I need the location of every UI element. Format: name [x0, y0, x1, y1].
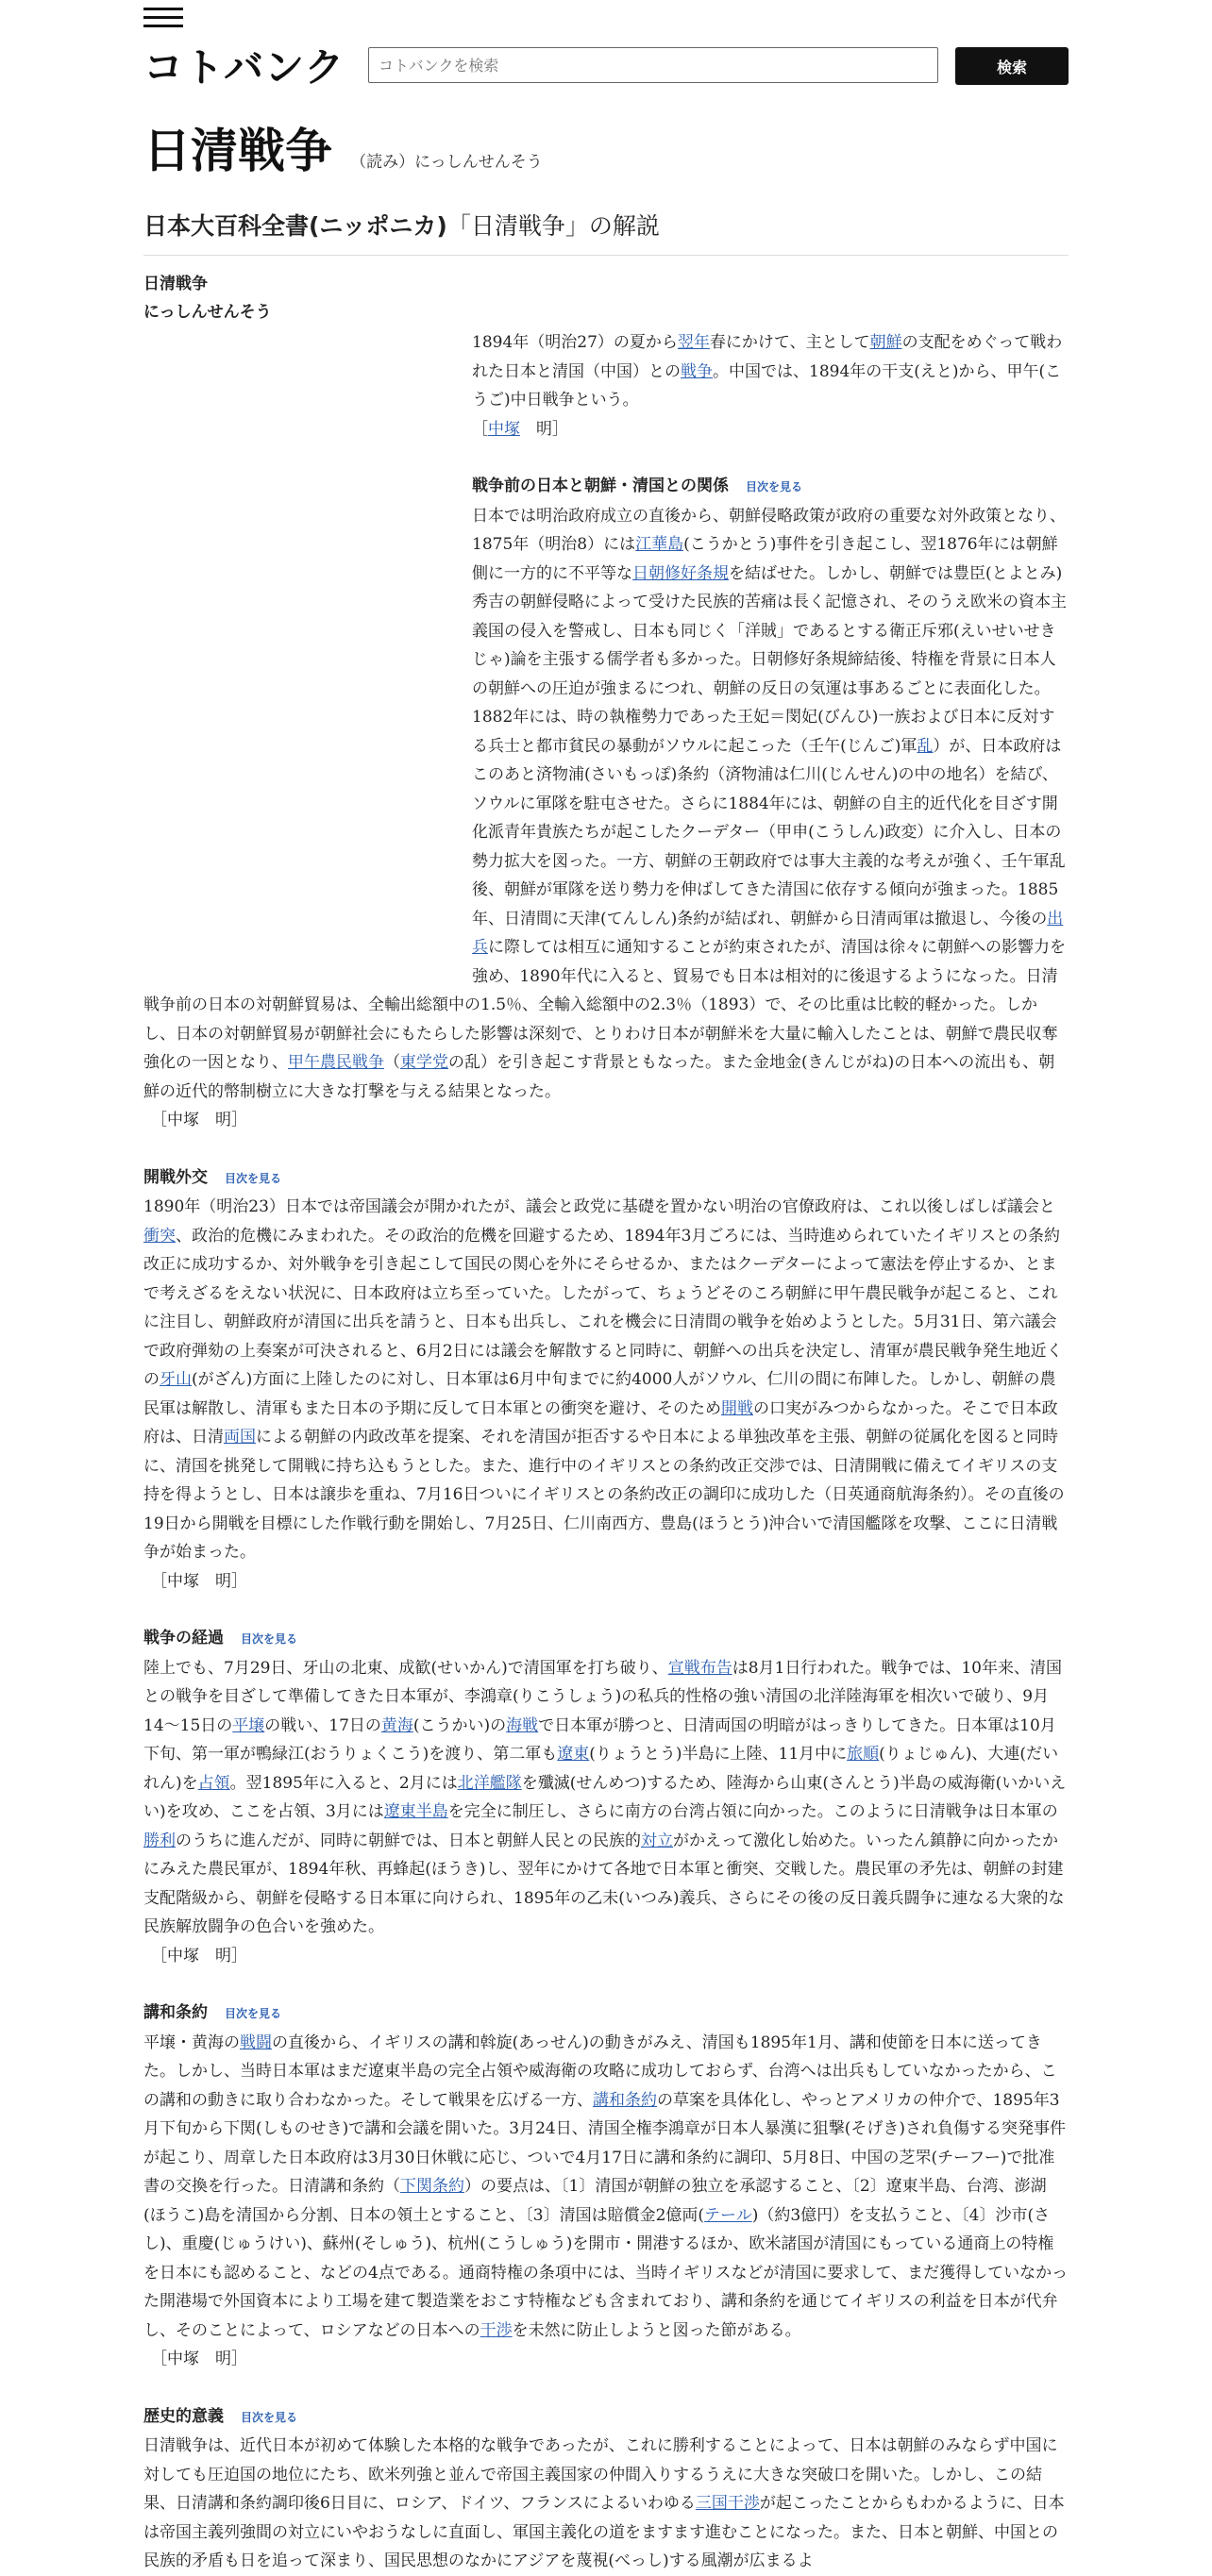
keyword-link[interactable]: 日朝修好条規: [632, 563, 729, 583]
section-paragraph: [143, 1654, 1069, 1942]
keyword-link[interactable]: 旅順: [847, 1745, 880, 1764]
text-run: の支配をめぐって戦われた日本と清国（中国）との: [472, 333, 1063, 381]
text-run: の口実がみつからなかった。そこで日本政府は、日清: [143, 1398, 1058, 1447]
keyword-link[interactable]: 平壌: [232, 1715, 265, 1735]
author-link[interactable]: 中塚: [488, 419, 520, 439]
section-author: ［中塚 明］: [151, 2350, 247, 2368]
text-run: （: [384, 1053, 400, 1072]
keyword-link[interactable]: 北洋艦隊: [457, 1773, 522, 1793]
text-run: の乱）を引き起こす背景ともなった。また金地金(きんじがね)の日本への流出も、朝鮮の近代的幣制樹立に大きな打撃を与える結果となった。: [143, 1053, 1055, 1101]
text-run: 春にかけて、主として: [709, 333, 870, 352]
source-heading: [143, 208, 1069, 256]
menu-icon[interactable]: [143, 8, 183, 28]
text-run: ）が、日本政府はこのあと済物浦(さいもっぽ)条約（済物浦は仁川(じんせん)の中の地名）を結び、ソウルに軍隊を駐屯させた。さらに1884年には、朝鮮の自主的近代化を目ざす開化派青年貴族たちが起こしたクーデター（甲申(こうしん)政変）に介入し、日本の勢力拡大を図った。一方、朝鮮の王朝政府では事大主義的な考えが強く、壬午軍乱後、朝鮮が軍隊を送り勢力を伸ばしてきた清国に依存する傾向が強まった。1885年、日清間に天津(てんしん)条約が結ばれ、朝鮮から日清両軍は撤退し、今後の: [472, 736, 1066, 928]
toc-link[interactable]: 目次を見る: [225, 2007, 282, 2020]
text-run: (こうかとう)事件を引き起こし、翌1876年には朝鮮側に一方的に不平等な: [472, 535, 1058, 583]
text-run: 1894年（明治27）の夏から: [472, 333, 678, 352]
source-suffix: 「日清戦争」の解説: [446, 212, 660, 240]
keyword-link[interactable]: 占領: [197, 1773, 230, 1793]
text-run: (こうかい)の: [412, 1715, 507, 1735]
keyword-link[interactable]: 江華島: [635, 535, 684, 554]
author-rest: 明］: [520, 419, 568, 439]
keyword-link[interactable]: 勝利: [143, 1831, 176, 1850]
section-heading: [143, 2402, 1069, 2433]
author-bracket-open: ［: [472, 419, 488, 439]
keyword-link[interactable]: 下関条約: [400, 2177, 464, 2196]
text-run: 1890年（明治23）日本では帝国議会が開かれたが、議会と政党に基礎を置かない明治の官僚政府は、これ以後しばしば議会と: [143, 1197, 1055, 1216]
section-heading: [143, 1624, 1069, 1654]
text-run: 。翌1895年に入ると、2月には: [229, 1773, 458, 1793]
toc-link[interactable]: 目次を見る: [225, 1171, 282, 1185]
text-run: による朝鮮の内政改革を提案、それを清国が拒否するや日本による単独改革を主張、朝鮮の従属化を図ると同時に、清国を挑発して開戦に持ち込もうとした。また、進行中のイギリスとの条約改正交渉では、日清開戦に備えてイギリスの支持を得ようとし、日本は譲歩を重ね、7月16日ついにイギリスとの条約改正の調印に成功した（日英通商航海条約）。その直後の19日から開戦を目標にした作戦行動を開始し、7月25日、仁川南西方、豊島(ほうとう)沖合いで清国艦隊を攻撃、ここに日清戦争が始まった。: [143, 1428, 1065, 1562]
keyword-link[interactable]: 戦争: [681, 361, 713, 381]
source-name: 日本大百科全書(ニッポニカ): [143, 212, 447, 240]
text-run: の戦い、17日の: [264, 1715, 381, 1735]
text-run: (りょうとう)半島に上陸、11月中に: [589, 1745, 848, 1764]
keyword-link[interactable]: 遼東: [557, 1745, 590, 1764]
keyword-link[interactable]: 朝鮮: [869, 333, 902, 352]
section-title: 戦争前の日本と朝鮮・清国との関係: [472, 477, 729, 495]
text-run: 陸上でも、7月29日、牙山の北東、成歓(せいかん)で清国軍を打ち破り、: [143, 1658, 668, 1678]
search-input[interactable]: [368, 47, 938, 83]
site-logo[interactable]: コトバンク: [143, 44, 345, 91]
article-body: [143, 328, 1069, 2576]
section-title: 開戦外交: [143, 1167, 208, 1187]
section-heading: [143, 1999, 1069, 2029]
section-title: 講和条約: [143, 2003, 208, 2022]
entry-term: 日清戦争: [143, 275, 208, 293]
keyword-link[interactable]: 海戦: [506, 1715, 539, 1735]
text-run: (りょじゅん)、大連(だいれん)を: [143, 1745, 1059, 1793]
keyword-link[interactable]: 宣戦布告: [667, 1658, 732, 1678]
section-author: ［中塚 明］: [151, 1946, 247, 1965]
text-run: の草案を具体化し、やっとアメリカの仲介で、1895年3月下旬から下関(しものせき)で講和会議を開いた。3月24日、清国全権李鴻章が日本人暴漢に狙撃(そげき)され負傷する突発事件が起こり、周章した日本政府は3月30日休戦に応じ、ついで4月17日に講和条約に調印、5月8日、中国の芝罘(チーフー)で批准書の交換を行った。日清講和条約（: [143, 2090, 1066, 2196]
keyword-link[interactable]: 衝突: [143, 1226, 176, 1246]
toc-link[interactable]: 目次を見る: [241, 1632, 298, 1646]
keyword-link[interactable]: 甲午農民戦争: [288, 1053, 384, 1072]
keyword-link[interactable]: 遼東半島: [383, 1802, 448, 1821]
text-run: 日清戦争は、近代日本が初めて体験した本格的な戦争であったが、これに勝利することによって、日本は朝鮮のみならず中国に対しても圧迫国の地位にたち、欧米列強と並んで帝国主義国家の仲間入りするうえに大きな突破口を開いた。しかし、この結果、日清講和条約調印後6日目に、ロシア、ドイツ、フランスによるいわゆる: [143, 2436, 1058, 2513]
text-run: がかえって激化し始めた。いったん鎮静に向かったかにみえた農民軍が、1894年秋、再蜂起(ほうき)し、翌年にかけて各地で日本軍と衝突、交戦した。農民軍の矛先は、朝鮮の封建支配階級から、朝鮮を侵略する日本軍に向けられ、1895年の乙未(いつみ)義兵、さらにその後の反日義兵闘争に連なる大衆的な民族解放闘争の色合いを強めた。: [143, 1831, 1065, 1936]
text-run: )（約3億円）を支払うこと、〔4〕沙市(さし)、重慶(じゅうけい)、蘇州(そしゅう)、杭州(こうしゅう)を開市・開港するほか、欧米諸国が清国にもっている通商上の特権を日本にも認めること、などの4点である。通商特権の条項中には、当時イギリスなどが清国に要求して、まだ獲得していなかった開港場で外国資本により工場を建て製造業をおこす特権なども含まれており、講和条約を通じてイギリスの利益を日本が代弁し、そのことによって、ロシアなどの日本への: [143, 2205, 1069, 2340]
keyword-link[interactable]: テール: [704, 2205, 752, 2225]
image-placeholder: [143, 328, 472, 989]
section-paragraph: [143, 2432, 1069, 2576]
section-paragraph: [143, 1193, 1069, 1567]
keyword-link[interactable]: 牙山: [160, 1370, 192, 1389]
text-run: が起こったことからもわかるように、日本は帝国主義列強間の対立にいやおうなしに直面し、軍国主義化の道をますます進むことになった。また、日本と朝鮮、中国との民族的矛盾も日を追って深まり、国民思想のなかにアジアを蔑視(べっし)する風潮が広まるよ: [143, 2494, 1065, 2570]
text-run: を未然に防止しようと図った節がある。: [512, 2320, 801, 2340]
text-run: 。中国では、1894年の干支(えと)から、甲午(こうご)中日戦争という。: [472, 361, 1062, 410]
section-paragraph: [143, 2029, 1069, 2346]
page-title-reading: （読み）にっしんせんそう: [350, 153, 543, 172]
keyword-link[interactable]: 講和条約: [593, 2090, 657, 2110]
section-title: 戦争の経過: [143, 1629, 224, 1648]
search-button[interactable]: 検索: [955, 47, 1069, 85]
toc-link[interactable]: 目次を見る: [241, 2410, 298, 2424]
keyword-link[interactable]: 東学党: [400, 1053, 448, 1072]
text-run: で日本軍が勝つと、日清両国の明暗がはっきりしてきた。日本軍は10月下旬、第一軍が鴨緑江(おうりょくこう)を渡り、第二軍も: [143, 1715, 1056, 1764]
section-author: ［中塚 明］: [151, 1571, 247, 1591]
text-run: 日本では明治政府成立の直後から、朝鮮侵略政策が政府の重要な対外政策となり、1875年（明治8）には: [472, 506, 1066, 554]
text-run: ）の要点は、〔1〕清国が朝鮮の独立を承認すること、〔2〕遼東半島、台湾、澎湖(ほうこ)島を清国から分割、日本の領土とすること、〔3〕清国は賠償金2億両(: [143, 2177, 1047, 2225]
keyword-link[interactable]: 乱: [917, 736, 934, 756]
keyword-link[interactable]: 翌年: [677, 333, 710, 352]
entry-head: [143, 270, 272, 326]
text-run: は8月1日行われた。戦争では、10年来、清国との戦争を目ざして準備してきた日本軍が、李鴻章(りこうしょう)の私兵的性格の強い清国の北洋陸海軍を相次いで破り、9月14～15日の: [143, 1658, 1062, 1735]
keyword-link[interactable]: 黄海: [380, 1715, 413, 1735]
page-title-term: 日清戦争: [143, 124, 332, 178]
keyword-link[interactable]: 両国: [224, 1428, 256, 1447]
text-run: 平壌・黄海の: [143, 2032, 240, 2052]
text-run: を結ばせた。しかし、朝鮮では豊臣(とよとみ)秀吉の朝鮮侵略によって受けた民族的苦痛は長く記憶され、そのうえ欧米の資本主義国の侵入を警戒し、日本も同じく「洋賊」であるとする衛正斥邪(えいせいせきじゃ)論を主張する儒学者も多かった。日朝修好条規締結後、特権を背景に日本人の朝鮮への圧迫が強まるにつれ、朝鮮の反日の気運は事あるごとに表面化した。1882年には、時の執権勢力であった王妃＝閔妃(びんひ)一族および日本に反対する兵士と都市貧民の暴動がソウルに起こった（壬午(じんご)軍: [472, 563, 1068, 756]
keyword-link[interactable]: 対立: [641, 1831, 673, 1850]
entry-reading: にっしんせんそう: [143, 303, 272, 322]
keyword-link[interactable]: 三国干渉: [695, 2494, 760, 2513]
section-title: 歴史的意義: [143, 2406, 224, 2426]
text-run: の直後から、イギリスの講和斡旋(あっせん)の動きがみえ、清国も1895年1月、講和使節を日本に送ってきた。しかし、当時日本軍はまだ遼東半島の完全占領や威海衛の攻略に成功しておらず、台湾へは出兵もしていなかったから、この講和の動きに取り合わなかった。そして戦果を広げる一方、: [143, 2032, 1057, 2110]
keyword-link[interactable]: 干渉: [480, 2320, 513, 2340]
text-run: 、政治的危機にみまわれた。その政治的危機を回避するため、1894年3月ごろには、当時進められていたイギリスとの条約改正に成功するか、対外戦争を引き起こして国民の関心を外にそらせるか、またはクーデターによって憲法を停止するか、とまで考えざるをえない状況に、日本政府は立ち至っていた。したがって、ちょうどそのころ朝鮮に甲午農民戦争が起こると、これに注目し、朝鮮政府が清国に出兵を請うと、日本も出兵し、これを機会に日清間の戦争を始めようとした。5月31日、第六議会で政府弾劾の上奏案が可決されると、6月2日には議会を解散すると同時に、朝鮮への出兵を決定し、清軍が農民戦争発生地近くの: [143, 1226, 1063, 1389]
text-run: を完全に制圧し、さらに南方の台湾占領に向かった。このように日清戦争は日本軍の: [447, 1802, 1058, 1821]
toc-link[interactable]: 目次を見る: [746, 480, 803, 493]
keyword-link[interactable]: 出兵: [472, 909, 1064, 957]
keyword-link[interactable]: 開戦: [721, 1398, 753, 1418]
section-author: ［中塚 明］: [151, 1111, 247, 1129]
section-heading: [143, 1163, 1069, 1194]
text-run: のうちに進んだが、同時に朝鮮では、日本と朝鮮人民との民族的: [176, 1831, 641, 1850]
text-run: (がざん)方面に上陸したのに対し、日本軍は6月中旬までに約4000人がソウル、仁川の間に布陣した。しかし、朝鮮の農民軍は解散し、清軍もまた日本の予期に反して日本軍との衝突を避け、そのため: [143, 1370, 1056, 1418]
keyword-link[interactable]: 戦闘: [240, 2032, 272, 2052]
page-title: [143, 113, 543, 181]
text-run: を殲滅(せんめつ)するため、陸海から山東(さんとう)半島の威海衛(いかいえい)を攻め、ここを占領、3月には: [143, 1773, 1067, 1821]
text-run: に際しては相互に通知することが約束されたが、清国は徐々に朝鮮への影響力を強め、1890年代に入ると、貿易でも日本は相対的に後退するようになった。日清戦争前の日本の対朝鮮貿易は、全輸出総額中の1.5％、全輸入総額中の2.3％（1893）で、その比重は比較的軽かった。しかし、日本の対朝鮮貿易が朝鮮社会にもたらした影響は深刻で、とりわけ日本が朝鮮米を大量に輸入したことは、朝鮮で農民収奪強化の一因となり、: [143, 938, 1066, 1072]
